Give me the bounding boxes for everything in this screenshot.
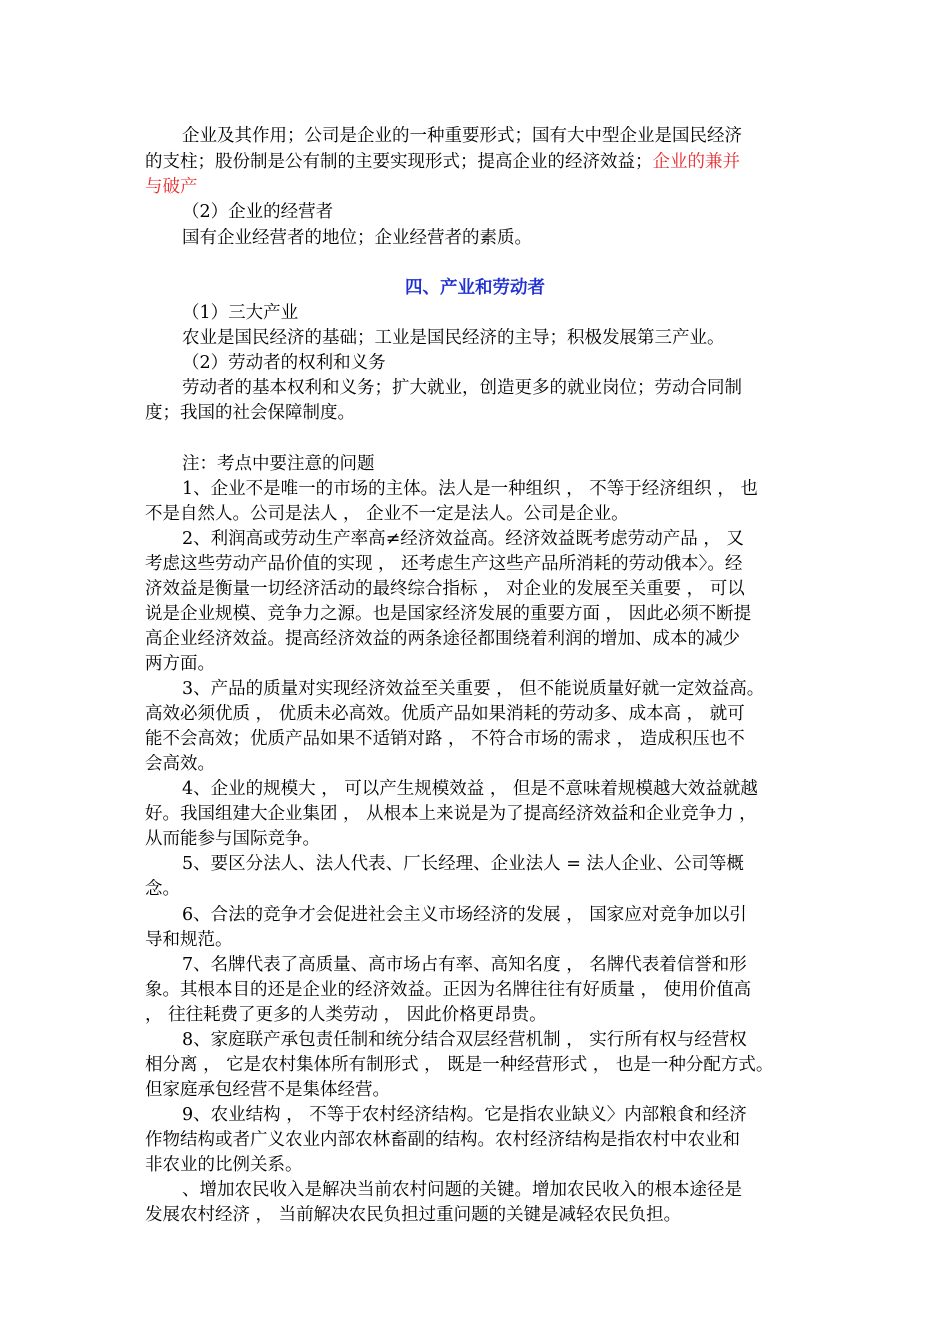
text-line: 象。其根本目的还是企业的经济效益。正因为名牌往往有好质量 ， 使用价值高 xyxy=(145,980,752,1000)
text-line: 济效益是衡量一切经济活动的最终综合指标 ， 对企业的发展至关重要 ， 可以 xyxy=(145,579,745,599)
text-line: （2）劳动者的权利和义务 xyxy=(182,353,386,373)
text-line: 企业及其作用；公司是企业的一种重要形式；国有大中型企业是国民经济 xyxy=(182,126,742,146)
text-line: 9、农业结构 ， 不等于农村经济结构。它是指农业缺义〉内部粮食和经济 xyxy=(182,1105,747,1125)
text-line: 说是企业规模、竞争力之源。也是国家经济发展的重要方面 ， 因此必须不断提 xyxy=(145,604,752,624)
highlighted-text: 企业的兼并 xyxy=(652,152,740,172)
text-line: 发展农村经济 ， 当前解决农民负担过重问题的关键是减轻农民负担。 xyxy=(145,1205,682,1225)
text-line: ， 往往耗费了更多的人类劳动 ， 因此价格更昂贵。 xyxy=(145,1005,547,1025)
text-line: 但家庭承包经营不是集体经营。 xyxy=(145,1080,390,1100)
section-heading: 四、产业和劳动者 xyxy=(405,278,545,298)
text-line: 作物结构或者广义农业内部农林畜副的结构。农村经济结构是指农村中农业和 xyxy=(145,1130,740,1150)
text-line: 两方面。 xyxy=(145,654,215,674)
text-line: 高效必须优质 ， 优质未必高效。优质产品如果消耗的劳动多、成本高 ， 就可 xyxy=(145,704,745,724)
text-line: 1、企业不是唯一的市场的主体。法人是一种组织 ， 不等于经济组织 ， 也 xyxy=(182,479,758,499)
text-line: 会高效。 xyxy=(145,754,215,774)
highlighted-text: 与破产 xyxy=(145,177,198,197)
text-line xyxy=(145,175,198,199)
text-line: 5、要区分法人、法人代表、厂长经理、企业法人 = 法人企业、公司等概 xyxy=(182,854,744,874)
text-line: 4、企业的规模大 ， 可以产生规模效益 ， 但是不意味着规模越大效益就越 xyxy=(182,779,758,799)
text-line: 从而能参与国际竞争。 xyxy=(145,829,320,849)
text-line: 相分离 ， 它是农村集体所有制形式 ， 既是一种经营形式 ， 也是一种分配方式。 xyxy=(145,1055,774,1075)
text-line: 、增加农民收入是解决当前农村问题的关键。增加农民收入的根本途径是 xyxy=(182,1180,742,1200)
text-line: 不是自然人。公司是法人 ， 企业不一定是法人。公司是企业。 xyxy=(145,504,629,524)
text-line: 2、利润高或劳动生产率高≠经济效益高。经济效益既考虑劳动产品 ， 又 xyxy=(182,529,744,549)
text-line: 念。 xyxy=(145,879,180,899)
text-line: 8、家庭联产承包责任制和统分结合双层经营机制 ， 实行所有权与经营权 xyxy=(182,1030,747,1050)
text-line: 考虑这些劳动产品价值的实现 ， 还考虑生产这些产品所消耗的劳动俄本〉。经 xyxy=(145,554,743,574)
text-line: 注：考点中要注意的问题 xyxy=(182,454,375,474)
text-line: 农业是国民经济的基础；工业是国民经济的主导；积极发展第三产业。 xyxy=(182,328,725,348)
text-line: 3、产品的质量对实现经济效益至关重要 ， 但不能说质量好就一定效益高。 xyxy=(182,679,765,699)
text-line: 7、名牌代表了高质量、高市场占有率、高知名度 ， 名牌代表着信誉和形 xyxy=(182,955,747,975)
text-line: 劳动者的基本权利和义务；扩大就业，创造更多的就业岗位；劳动合同制 xyxy=(182,378,742,398)
text-line: 非农业的比例关系。 xyxy=(145,1155,303,1175)
text-line: 6、合法的竞争才会促进社会主义市场经济的发展 ， 国家应对竞争加以引 xyxy=(182,905,747,925)
text-line: （2）企业的经营者 xyxy=(182,202,334,222)
text-line: 国有企业经营者的地位；企业经营者的素质。 xyxy=(182,228,532,248)
text-line: （1）三大产业 xyxy=(182,303,299,323)
text-line: 高企业经济效益。提高经济效益的两条途径都围绕着利润的增加、成本的减少 xyxy=(145,629,740,649)
text-line: 好。我国组建大企业集团 ， 从根本上来说是为了提高经济效益和企业竞争力 ， xyxy=(145,804,757,824)
text-line: 的支柱；股份制是公有制的主要实现形式；提高企业的经济效益；企业的兼并 xyxy=(145,152,740,172)
text-line: 能不会高效；优质产品如果不适销对路 ， 不符合市场的需求 ， 造成积压也不 xyxy=(145,729,745,749)
text-line: 导和规范。 xyxy=(145,930,233,950)
text-line: 度；我国的社会保障制度。 xyxy=(145,403,355,423)
